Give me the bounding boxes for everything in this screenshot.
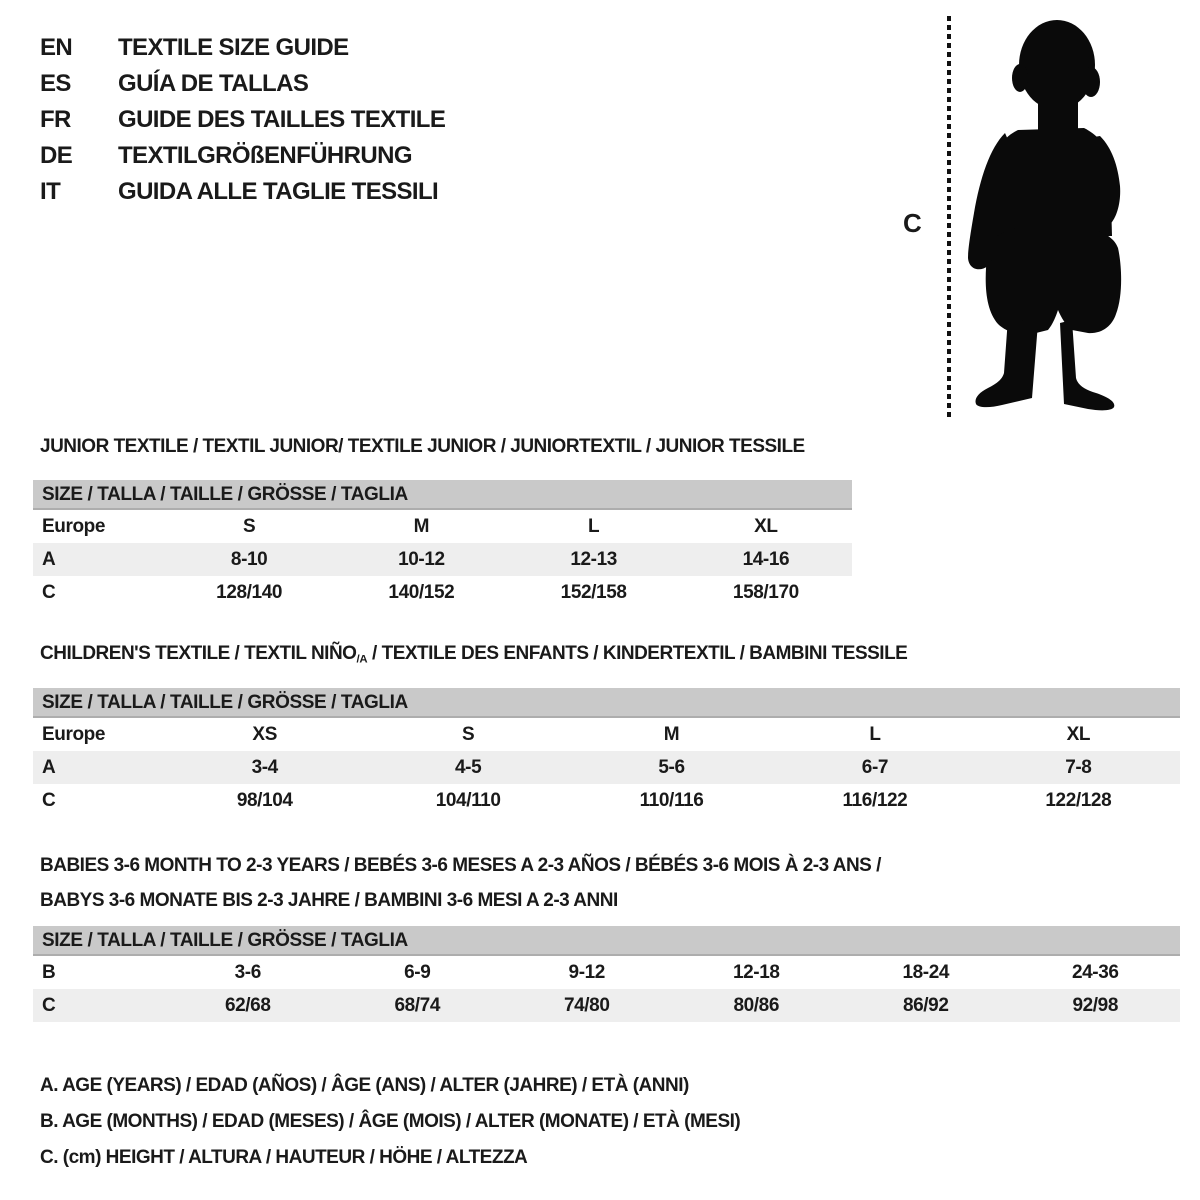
row-label: Europe bbox=[42, 516, 106, 537]
size-cell: L bbox=[588, 516, 600, 537]
table-row-age bbox=[33, 543, 852, 576]
size-cell: XS bbox=[252, 724, 277, 745]
lang-title: GUIDA ALLE TAGLIE TESSILI bbox=[118, 178, 439, 205]
lang-row-es bbox=[40, 66, 445, 102]
row-label: A bbox=[42, 757, 56, 778]
footnote-b: B. AGE (MONTHS) / EDAD (MESES) / ÂGE (MOIS) / ALTER (MONATE) / ETÀ (MESI) bbox=[40, 1111, 741, 1132]
row-label: Europe bbox=[42, 724, 106, 745]
footnote-a: A. AGE (YEARS) / EDAD (AÑOS) / ÂGE (ANS) / ALTER (JAHRE) / ETÀ (ANNI) bbox=[40, 1075, 689, 1096]
children-section-title: CHILDREN'S TEXTILE / TEXTIL $NIÑO_{/A}$ / TEXTILE DES ENFANTS / KINDERTEXTIL / BAMBINI TESSILE bbox=[40, 643, 908, 666]
height-cell: 68/74 bbox=[394, 995, 441, 1016]
months-cell: 18-24 bbox=[902, 962, 950, 983]
size-cell: M bbox=[413, 516, 430, 537]
table-row-months bbox=[33, 956, 1180, 989]
lang-row-de bbox=[40, 138, 445, 174]
height-cell: 128/140 bbox=[216, 582, 283, 603]
height-cell: 122/128 bbox=[1045, 790, 1112, 811]
height-cell: 140/152 bbox=[388, 582, 455, 603]
height-cell: 74/80 bbox=[563, 995, 610, 1016]
table-row-height bbox=[33, 784, 1180, 817]
size-cell: XL bbox=[1066, 724, 1091, 745]
junior-section-title: JUNIOR TEXTILE / TEXTIL JUNIOR/ TEXTILE JUNIOR / JUNIORTEXTIL / JUNIOR TESSILE bbox=[40, 436, 805, 457]
age-cell: 12-13 bbox=[570, 549, 617, 570]
lang-row-it bbox=[40, 174, 445, 210]
lang-code: IT bbox=[40, 178, 61, 205]
footnotes-block bbox=[40, 1068, 740, 1176]
row-label: A bbox=[42, 549, 56, 570]
size-cell: S bbox=[461, 724, 475, 745]
babies-title-line2: BABYS 3-6 MONATE BIS 2-3 JAHRE / BAMBINI 3-6 MESI A 2-3 ANNI bbox=[40, 890, 618, 911]
age-cell: 3-4 bbox=[251, 757, 278, 778]
lang-code: EN bbox=[40, 34, 73, 61]
months-cell: 24-36 bbox=[1071, 962, 1119, 983]
toddler-silhouette-icon bbox=[960, 18, 1140, 418]
height-cell: 62/68 bbox=[224, 995, 271, 1016]
row-label: B bbox=[42, 962, 56, 983]
children-size-table bbox=[33, 688, 1180, 817]
table-row-age bbox=[33, 751, 1180, 784]
footnote-c: C. (cm) HEIGHT / ALTURA / HAUTEUR / HÖHE / ALTEZZA bbox=[40, 1147, 528, 1168]
babies-section-title bbox=[40, 848, 881, 918]
table-row-height bbox=[33, 576, 852, 609]
lang-title: GUIDE DES TAILLES TEXTILE bbox=[118, 106, 446, 133]
junior-size-table bbox=[33, 480, 852, 609]
size-cell: S bbox=[242, 516, 256, 537]
height-measure-label: C bbox=[903, 208, 922, 238]
age-cell: 14-16 bbox=[742, 549, 790, 570]
height-cell: 104/110 bbox=[435, 790, 501, 811]
months-cell: 3-6 bbox=[234, 962, 261, 983]
height-cell: 86/92 bbox=[902, 995, 949, 1016]
height-cell: 158/170 bbox=[732, 582, 799, 603]
age-cell: 5-6 bbox=[658, 757, 685, 778]
height-cell: 80/86 bbox=[733, 995, 780, 1016]
height-cell: 98/104 bbox=[236, 790, 293, 811]
age-cell: 10-12 bbox=[398, 549, 445, 570]
lang-code: DE bbox=[40, 142, 73, 169]
lang-row-fr bbox=[40, 102, 445, 138]
months-cell: 12-18 bbox=[732, 962, 780, 983]
size-cell: M bbox=[663, 724, 680, 745]
height-cell: 116/122 bbox=[842, 790, 908, 811]
size-cell: L bbox=[869, 724, 881, 745]
lang-code: FR bbox=[40, 106, 71, 133]
age-cell: 7-8 bbox=[1065, 757, 1092, 778]
lang-code: ES bbox=[40, 70, 71, 97]
months-cell: 6-9 bbox=[404, 962, 431, 983]
height-cell: 152/158 bbox=[560, 582, 627, 603]
lang-title: TEXTILGRÖßENFÜHRUNG bbox=[118, 142, 412, 169]
lang-row-en bbox=[40, 30, 445, 66]
lang-title: GUÍA DE TALLAS bbox=[118, 70, 309, 97]
months-cell: 9-12 bbox=[568, 962, 605, 983]
age-cell: 6-7 bbox=[861, 757, 889, 778]
language-title-block bbox=[40, 30, 445, 210]
size-header-row: SIZE / TALLA / TAILLE / GRÖSSE / TAGLIA bbox=[33, 926, 1180, 956]
table-row-europe bbox=[33, 510, 852, 543]
height-cell: 92/98 bbox=[1072, 995, 1119, 1016]
row-label: C bbox=[42, 995, 56, 1016]
size-header-row: SIZE / TALLA / TAILLE / GRÖSSE / TAGLIA bbox=[33, 480, 852, 510]
size-cell: XL bbox=[754, 516, 778, 537]
table-row-height bbox=[33, 989, 1180, 1022]
lang-title: TEXTILE SIZE GUIDE bbox=[118, 34, 349, 61]
babies-title-line1: BABIES 3-6 MONTH TO 2-3 YEARS / BEBÉS 3-6 MESES A 2-3 AÑOS / BÉBÉS 3-6 MOIS À 2-3 ANS / bbox=[40, 855, 881, 876]
height-cell: 110/116 bbox=[639, 790, 704, 811]
babies-size-table bbox=[33, 926, 1180, 1022]
row-label: C bbox=[42, 582, 56, 603]
age-cell: 4-5 bbox=[454, 757, 482, 778]
height-dashed-line bbox=[947, 16, 951, 418]
age-cell: 8-10 bbox=[230, 549, 268, 570]
row-label: C bbox=[42, 790, 56, 811]
size-header-row: SIZE / TALLA / TAILLE / GRÖSSE / TAGLIA bbox=[33, 688, 1180, 718]
nino-a-subscript: /A bbox=[356, 653, 368, 666]
table-row-europe bbox=[33, 718, 1180, 751]
